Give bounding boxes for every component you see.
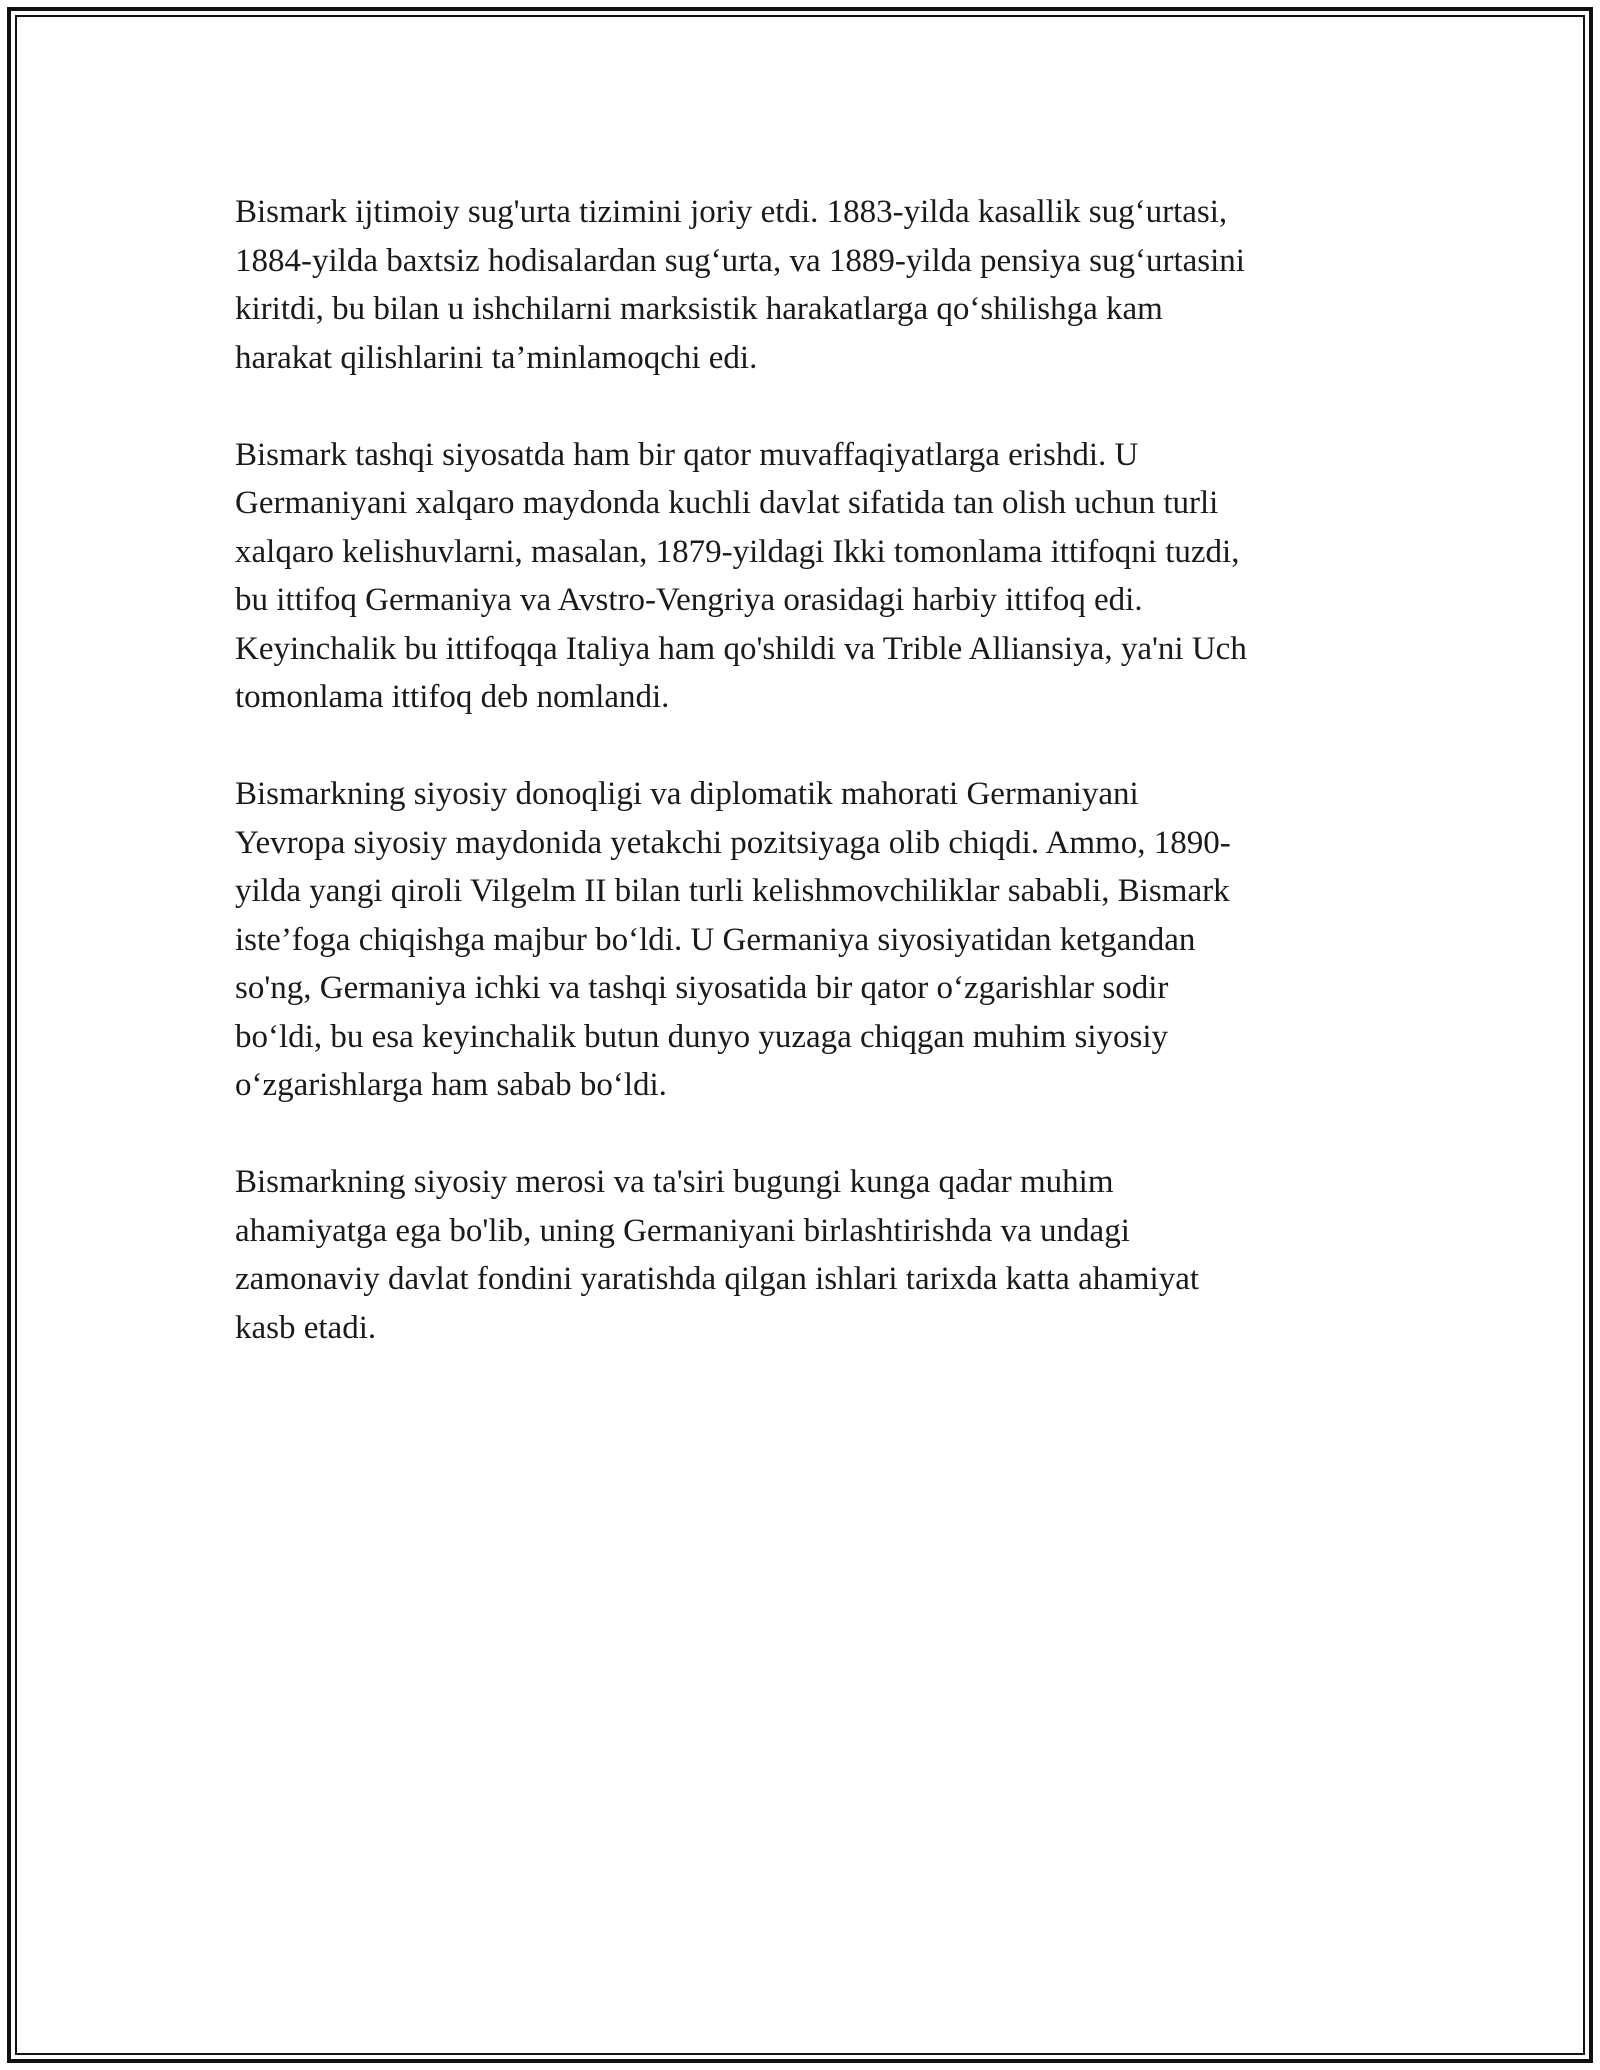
text-line: o‘zgarishlarga ham sabab bo‘ldi. — [235, 1067, 667, 1103]
text-line: Bismarkning siyosiy donoqligi va diplomatik mahorati Germaniyani — [235, 776, 1139, 812]
text-line: 1884-yilda baxtsiz hodisalardan sug‘urta, va 1889-yilda pensiya sug‘urtasini — [235, 242, 1245, 279]
paragraph-social-insurance — [235, 188, 1375, 382]
text-line: Bismarkning siyosiy merosi va ta'siri bugungi kunga qadar muhim — [235, 1164, 1114, 1200]
text-line: Yevropa siyosiy maydonida yetakchi pozitsiyaga olib chiqdi. Ammo, 1890- — [235, 824, 1231, 861]
paragraph-foreign-policy — [235, 431, 1375, 722]
paragraph-resignation — [235, 770, 1375, 1110]
text-line: Bismark ijtimoiy sug'urta tizimini joriy etdi. 1883-yilda kasallik sug‘urtasi, — [235, 194, 1228, 230]
text-line: bu ittifoq Germaniya va Avstro-Vengriya orasidagi harbiy ittifoq edi. — [235, 582, 1143, 618]
text-line: iste’foga chiqishga majbur bo‘ldi. U Germaniya siyosiyatidan ketgandan — [235, 921, 1196, 958]
text-line: tomonlama ittifoq deb nomlandi. — [235, 679, 670, 715]
text-line: harakat qilishlarini ta’minlamoqchi edi. — [235, 339, 758, 376]
text-line: Bismark tashqi siyosatda ham bir qator muvaffaqiyatlarga erishdi. U — [235, 436, 1139, 473]
text-line: xalqaro kelishuvlarni, masalan, 1879-yildagi Ikki tomonlama ittifoqni tuzdi, — [235, 533, 1240, 570]
text-line: zamonaviy davlat fondini yaratishda qilgan ishlari tarixda katta ahamiyat — [235, 1261, 1200, 1297]
text-line: so'ng, Germaniya ichki va tashqi siyosatida bir qator o‘zgarishlar sodir — [235, 970, 1169, 1006]
paragraph-legacy — [235, 1158, 1375, 1352]
text-line: kasb etadi. — [235, 1309, 377, 1346]
document-body — [235, 188, 1375, 1401]
text-line: ahamiyatga ega bo'lib, uning Germaniyani birlashtirishda va undagi — [235, 1212, 1130, 1249]
text-line: yilda yangi qiroli Vilgelm II bilan turli kelishmovchiliklar sababli, Bismark — [235, 873, 1230, 909]
text-line: Germaniyani xalqaro maydonda kuchli davlat sifatida tan olish uchun turli — [235, 485, 1219, 521]
text-line: bo‘ldi, bu esa keyinchalik butun dunyo yuzaga chiqgan muhim siyosiy — [235, 1018, 1169, 1055]
text-line: Keyinchalik bu ittifoqqa Italiya ham qo'shildi va Trible Alliansiya, ya'ni Uch — [235, 630, 1247, 667]
text-line: kiritdi, bu bilan u ishchilarni marksistik harakatlarga qo‘shilishga kam — [235, 291, 1163, 327]
